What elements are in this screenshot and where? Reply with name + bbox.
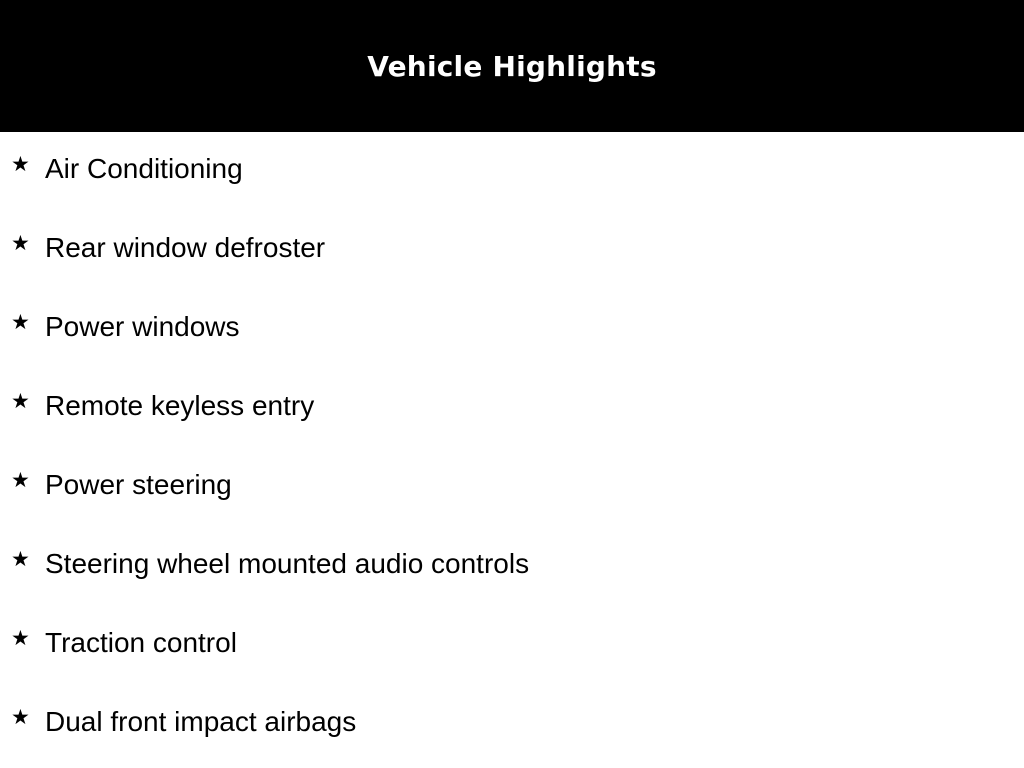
feature-label: Dual front impact airbags (45, 706, 357, 737)
feature-item (0, 628, 1024, 707)
star-icon: ★ (11, 705, 30, 729)
feature-label: Traction control (45, 627, 237, 658)
star-icon: ★ (11, 626, 30, 650)
feature-item (0, 154, 1024, 233)
star-icon: ★ (11, 468, 30, 492)
feature-label: Power windows (45, 311, 240, 342)
feature-item (0, 391, 1024, 470)
feature-label: Remote keyless entry (45, 390, 315, 421)
star-icon: ★ (11, 547, 30, 571)
feature-item (0, 233, 1024, 312)
page-title: Vehicle Highlights (367, 50, 657, 83)
feature-item (0, 312, 1024, 391)
header-bar (0, 0, 1024, 132)
feature-label: Power steering (45, 469, 232, 500)
feature-label: Steering wheel mounted audio controls (45, 548, 530, 579)
feature-item (0, 549, 1024, 628)
star-icon: ★ (11, 231, 30, 255)
star-icon: ★ (11, 310, 30, 334)
star-icon: ★ (11, 389, 30, 413)
feature-label: Rear window defroster (45, 232, 326, 263)
star-icon: ★ (11, 152, 30, 176)
feature-label: Air Conditioning (45, 153, 243, 184)
feature-item (0, 707, 1024, 768)
feature-item (0, 470, 1024, 549)
